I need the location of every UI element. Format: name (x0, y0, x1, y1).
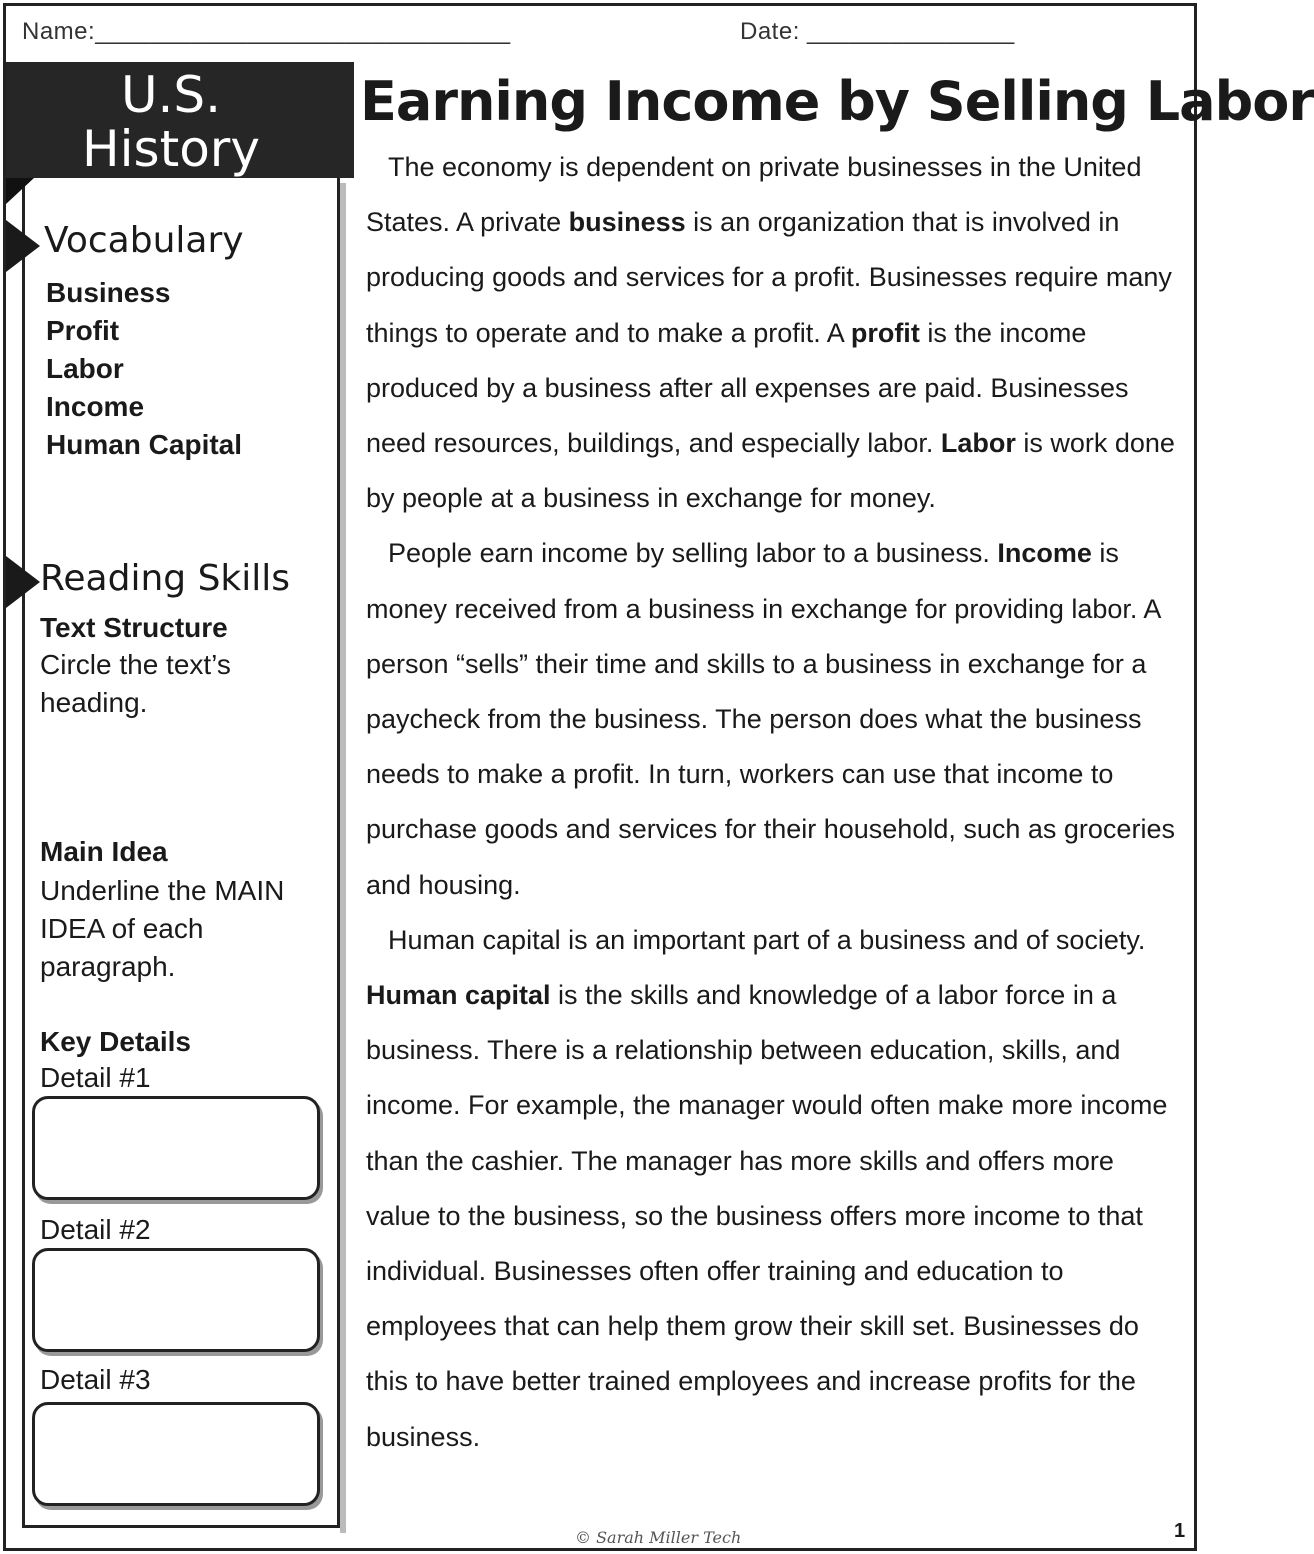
detail-2-box[interactable] (32, 1248, 320, 1352)
copyright-notice: © Sarah Miller Tech (575, 1528, 742, 1547)
main-idea-instruction: Underline the MAIN IDEA of each paragraph. (40, 875, 285, 982)
text-run: The economy is dependent on private businesses in the United States. A private (366, 152, 1142, 238)
text-structure-instruction: Circle the text’s heading. (40, 649, 231, 718)
banner-fold (6, 178, 34, 204)
vocab-term-profit: profit (850, 317, 920, 348)
document-title: Earning Income by Selling Labor (360, 70, 1314, 133)
vocab-term-labor: Labor (940, 428, 1016, 459)
text-structure-title: Text Structure (40, 612, 228, 643)
key-details-title: Key Details (40, 1026, 191, 1057)
date-field[interactable]: Date: _______________ (740, 18, 1015, 45)
subject-line-2: History (82, 120, 260, 178)
detail-2-label: Detail #2 (40, 1214, 151, 1245)
paragraph-2 (366, 526, 1184, 912)
subject-line-1: U.S. (120, 66, 222, 124)
text-run: is the skills and knowledge of a labor force in a business. There is a relationship between education, skills, and income. For example, the manager would often make more income than the cashier. The manager has more skills and offers more value to the business, so the business offers more income to that individual. Businesses often offer training and education to employees that can help them grow their skill set. Businesses do this to have better trained employees and increase profits for the business. (366, 980, 1168, 1452)
text-run: People earn income by selling labor to a business. (388, 538, 998, 569)
vocab-item: Income (46, 391, 145, 422)
text-run: is money received from a business in exchange for providing labor. A person “sells” their time and skills to a business in exchange for a paycheck from the business. The person does what the business needs to make a profit. In turn, workers can use that income to purchase goods and services for their household, such as groceries and housing. (366, 538, 1175, 900)
vocabulary-marker-icon (6, 220, 40, 272)
text-run: is work done by people at a business in exchange for money. (366, 428, 1175, 514)
vocab-term-business: business (568, 207, 686, 238)
reading-skills-heading: Reading Skills (40, 558, 291, 599)
vocab-item: Labor (46, 353, 124, 384)
subject-title (6, 68, 336, 176)
detail-1-label: Detail #1 (40, 1062, 151, 1093)
reading-skills-marker-icon (6, 556, 40, 608)
vocab-term-human-capital: Human capital (366, 980, 551, 1011)
paragraph-1 (366, 140, 1184, 526)
vocab-item: Business (46, 277, 171, 308)
main-idea-title: Main Idea (40, 836, 168, 867)
reading-passage (366, 140, 1184, 1465)
vocab-item: Profit (46, 315, 120, 346)
vocab-item: Human Capital (46, 429, 243, 460)
vocabulary-heading: Vocabulary (44, 220, 244, 261)
text-run: is the income produced by a business after all expenses are paid. Businesses need resources, buildings, and especially labor. (366, 317, 1129, 459)
name-field[interactable]: Name:______________________________ (22, 18, 511, 45)
text-run: Human capital is an important part of a business and of society. (388, 924, 1146, 955)
vocab-term-income: Income (997, 538, 1092, 569)
paragraph-3 (366, 913, 1184, 1465)
detail-3-label: Detail #3 (40, 1364, 151, 1395)
detail-3-box[interactable] (32, 1402, 320, 1506)
detail-1-box[interactable] (32, 1096, 320, 1200)
vocabulary-list (46, 274, 242, 464)
text-run: is an organization that is involved in producing goods and services for a profit. Businesses require many things to operate and to make a profit. A (366, 207, 1172, 348)
page-number: 1 (1174, 1520, 1186, 1542)
